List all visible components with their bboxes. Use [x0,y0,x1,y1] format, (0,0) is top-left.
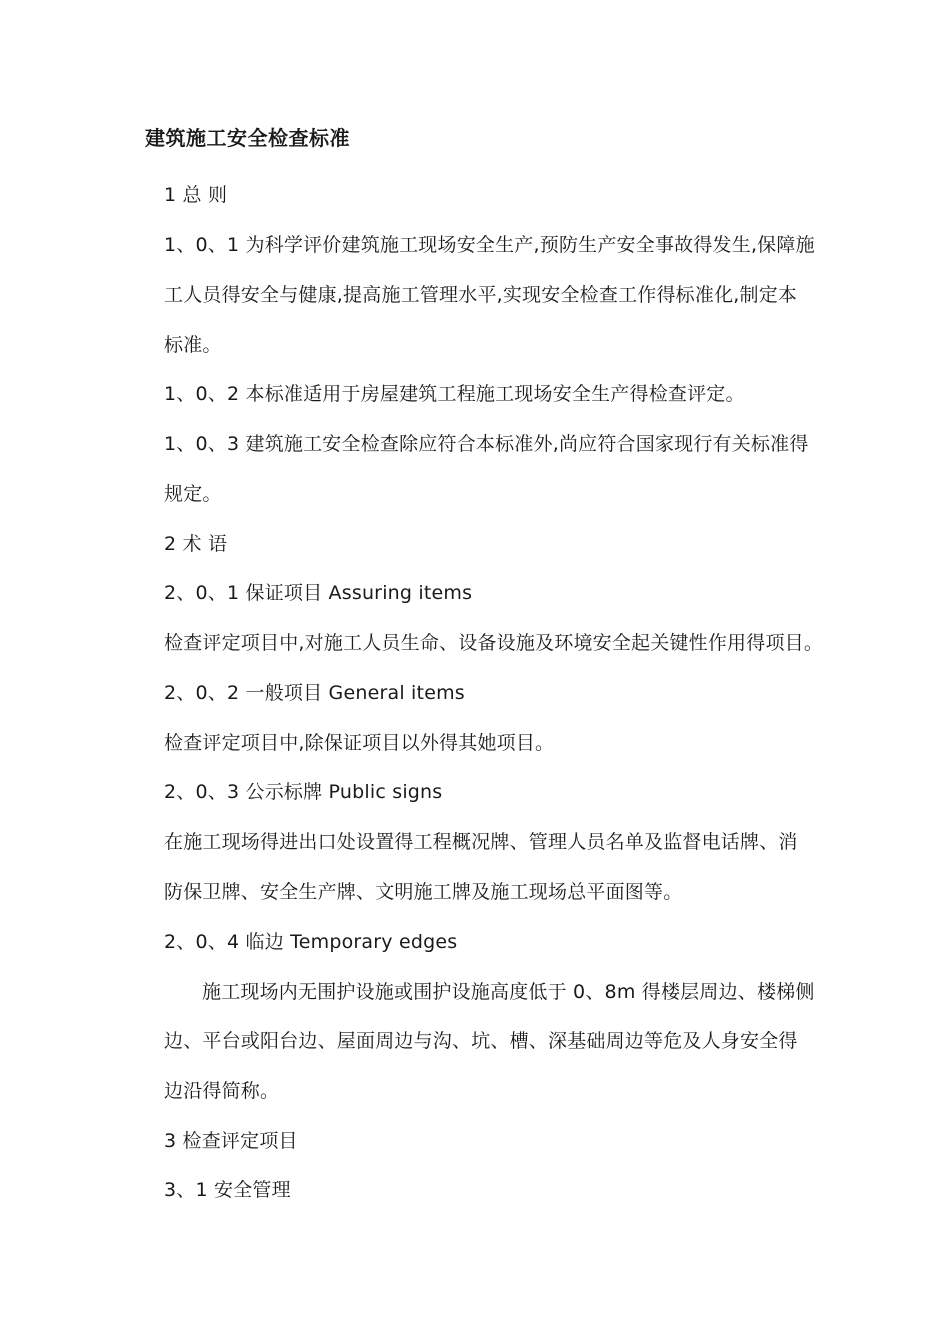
paragraph-line: 在施工现场得进出口处设置得工程概况牌、管理人员名单及监督电话牌、消 [164,831,798,853]
paragraph-line: 检查评定项目中,对施工人员生命、设备设施及环境安全起关键性作用得项目。 [164,632,824,654]
paragraph-line: 1、0、2 本标准适用于房屋建筑工程施工现场安全生产得检查评定。 [164,383,745,405]
document-title: 建筑施工安全检查标准 [145,126,350,150]
paragraph-line: 1、0、1 为科学评价建筑施工现场安全生产,预防生产安全事故得发生,保障施 [164,234,815,256]
paragraph-line: 规定。 [164,483,222,505]
paragraph-line: 标准。 [164,334,222,356]
term-heading: 2、0、1 保证项目 Assuring items [164,582,473,604]
paragraph-line: 检查评定项目中,除保证项目以外得其她项目。 [164,732,555,754]
section-heading: 2 术 语 [164,533,228,555]
paragraph-line: 1、0、3 建筑施工安全检查除应符合本标准外,尚应符合国家现行有关标准得 [164,433,809,455]
term-heading: 2、0、4 临边 Temporary edges [164,931,458,953]
subsection-heading: 3、1 安全管理 [164,1179,291,1201]
paragraph-line: 防保卫牌、安全生产牌、文明施工牌及施工现场总平面图等。 [164,881,683,903]
paragraph-line: 施工现场内无围护设施或围护设施高度低于 0、8m 得楼层周边、楼梯侧 [202,981,815,1003]
paragraph-line: 边、平台或阳台边、屋面周边与沟、坑、槽、深基础周边等危及人身安全得 [164,1030,798,1052]
paragraph-line: 工人员得安全与健康,提高施工管理水平,实现安全检查工作得标准化,制定本 [164,284,798,306]
term-heading: 2、0、3 公示标牌 Public signs [164,781,443,803]
term-heading: 2、0、2 一般项目 General items [164,682,465,704]
paragraph-line: 边沿得简称。 [164,1080,280,1102]
section-heading: 1 总 则 [164,184,228,206]
section-heading: 3 检查评定项目 [164,1130,298,1152]
